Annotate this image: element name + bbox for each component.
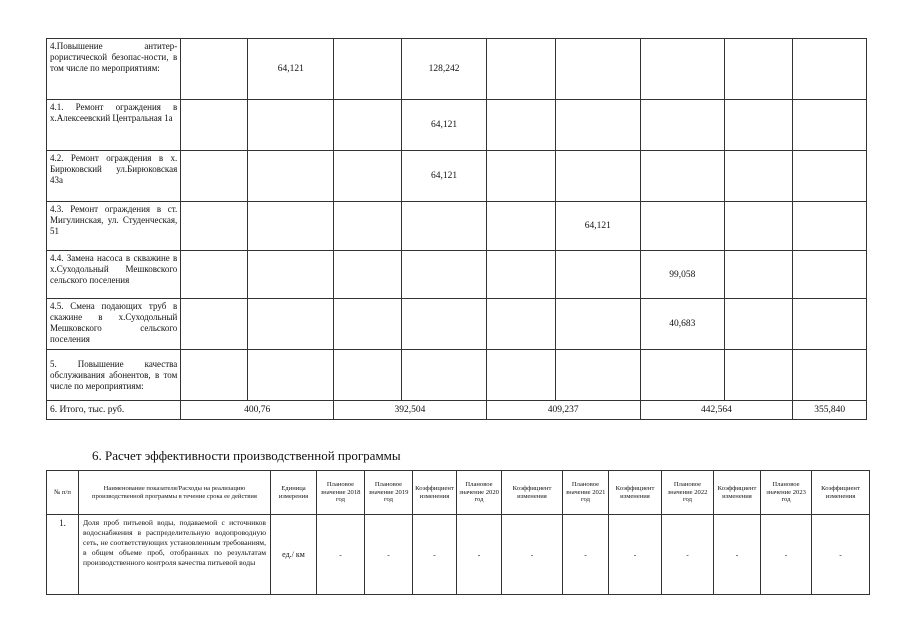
value-2021: 40,683 (640, 299, 724, 350)
cell-value: - (714, 515, 761, 595)
value-2018 (248, 251, 334, 299)
value-2021 (640, 350, 724, 401)
value-2019: 64,121 (402, 100, 486, 151)
value-2021 (640, 151, 724, 202)
value-2020 (556, 39, 640, 100)
value-2019 (402, 202, 486, 251)
value-2022 (725, 299, 793, 350)
header-plan-2018: Плановое значение 2018 год (317, 471, 365, 515)
header-plan-2020: Плановое значение 2020 год (457, 471, 502, 515)
header-coef: Коэффициент изменения (502, 471, 563, 515)
cell-value: - (812, 515, 870, 595)
value-2021 (640, 202, 724, 251)
value-2019 (402, 350, 486, 401)
row-label: 4.2. Ремонт ограждения в х. Бирюковский ул.Бирюковская 43а (47, 151, 181, 202)
value-2020 (556, 350, 640, 401)
header-coef: Коэффициент изменения (812, 471, 870, 515)
row-unit: ед./ км (271, 515, 317, 595)
value-2020 (556, 251, 640, 299)
section-title: 6. Расчет эффективности производственной программы (92, 448, 401, 463)
value-2019 (402, 251, 486, 299)
value-2019 (402, 299, 486, 350)
table-row (47, 151, 867, 202)
value-2019: 64,121 (402, 151, 486, 202)
value-2022 (725, 350, 793, 401)
header-coef: Коэффициент изменения (609, 471, 662, 515)
table-row (47, 100, 867, 151)
header-coef: Коэффициент изменения (714, 471, 761, 515)
cell-value: - (761, 515, 812, 595)
value-2018 (248, 100, 334, 151)
value-2021 (640, 100, 724, 151)
total-2021: 442,564 (640, 401, 793, 420)
total-2022: 355,840 (793, 401, 867, 420)
row-label: 4.1. Ремонт ограждения в х.Алексеевский Центральная 1а (47, 100, 181, 151)
total-2020: 409,237 (486, 401, 640, 420)
header-num: № п/п (47, 471, 79, 515)
value-2018 (248, 299, 334, 350)
value-2022 (725, 100, 793, 151)
total-2018: 400,76 (181, 401, 334, 420)
cell-value: - (502, 515, 563, 595)
cell-value: - (609, 515, 662, 595)
header-name: Наименование показателя/Расходы на реализацию производственной программы в течение срока ее действия (79, 471, 271, 515)
header-plan-2022: Плановое значение 2022 год (662, 471, 714, 515)
row-label: 4.Повышение антитер-рористической безопас-ности, в том числе по мероприятиям: (47, 39, 181, 100)
header-unit: Единица измерения (271, 471, 317, 515)
value-2022 (725, 151, 793, 202)
cell-value: - (662, 515, 714, 595)
header-plan-2019: Плановое значение 2019 год (365, 471, 413, 515)
header-plan-2021: Плановое значение 2021 год (563, 471, 609, 515)
row-label: 4.4. Замена насоса в скважине в х.Суходольный Мешковского сельского поселения (47, 251, 181, 299)
table-row (47, 299, 867, 350)
header-coef: Коэффициент изменения (413, 471, 457, 515)
header-row (47, 471, 870, 515)
value-2020 (556, 151, 640, 202)
value-2020 (556, 100, 640, 151)
value-2021: 99,058 (640, 251, 724, 299)
value-2019: 128,242 (402, 39, 486, 100)
value-2022 (725, 39, 793, 100)
financing-table (46, 38, 867, 420)
row-label: 5. Повышение качества обслуживания абонентов, в том числе по мероприятиям: (47, 350, 181, 401)
row-number: 1. (47, 515, 79, 595)
value-2018 (248, 350, 334, 401)
efficiency-table (46, 470, 870, 595)
total-2019: 392,504 (334, 401, 487, 420)
row-label: 4.3. Ремонт ограждения в ст. Мигулинская, ул. Студенческая, 51 (47, 202, 181, 251)
value-2022 (725, 251, 793, 299)
value-2018: 64,121 (248, 39, 334, 100)
cell-value: - (413, 515, 457, 595)
cell-value: - (365, 515, 413, 595)
table-row (47, 202, 867, 251)
value-2018 (248, 202, 334, 251)
value-2020: 64,121 (556, 202, 640, 251)
total-row (47, 401, 867, 420)
cell-value: - (317, 515, 365, 595)
total-label: 6. Итого, тыс. руб. (47, 401, 181, 420)
cell-value: - (563, 515, 609, 595)
table-row (47, 251, 867, 299)
row-label: 4.5. Смена подающих труб в скажине в х.Суходольный Мешковского сельского поселения (47, 299, 181, 350)
table-row (47, 515, 870, 595)
value-2022 (725, 202, 793, 251)
value-2021 (640, 39, 724, 100)
row-description: Доля проб питьевой воды, подаваемой с источников водоснабжения в распределительную водопроводную сеть, не соответствующих установленным требованиям, в общем объеме проб, отобранных по результатам производственного контроля качества питьевой воды (79, 515, 271, 595)
header-plan-2023: Плановое значение 2023 год (761, 471, 812, 515)
value-2018 (248, 151, 334, 202)
table-row (47, 350, 867, 401)
value-2020 (556, 299, 640, 350)
table-row (47, 39, 867, 100)
cell-value: - (457, 515, 502, 595)
